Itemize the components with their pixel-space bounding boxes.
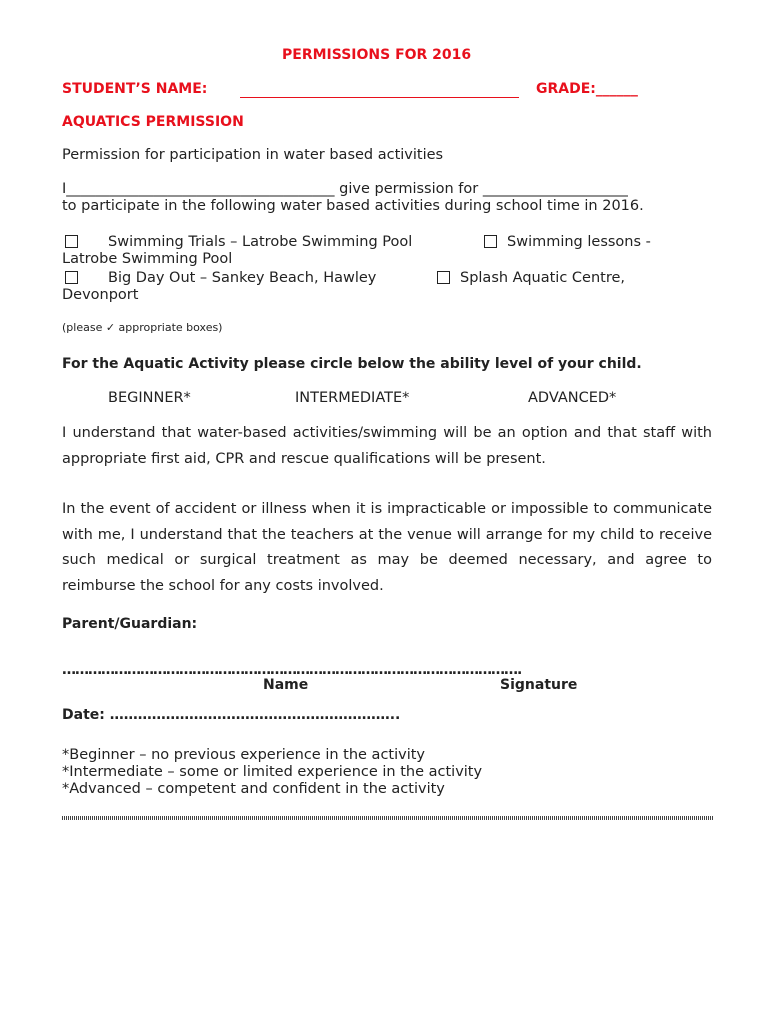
child-name-blank[interactable]: ____________________ [482, 181, 628, 197]
parent-guardian-label: Parent/Guardian: [62, 616, 198, 632]
big-day-out-label: Big Day Out – Sankey Beach, Hawley [108, 270, 377, 286]
swimming-trials-checkbox[interactable] [65, 235, 78, 248]
tick-note: (please ✓ appropriate boxes) [62, 321, 223, 334]
date-field[interactable]: Date: …………………………………………………….. [62, 707, 401, 723]
splash-aquatic-label: Splash Aquatic Centre, [460, 270, 626, 286]
emergency-paragraph: In the event of accident or illness when it is impracticable or impossible to communicate with me, I understand that the teachers at the venue will arrange for my child to receive such medical or surgical treatment as may be deemed necessary, and agree to reimburse the school for any costs involved. [62, 501, 712, 594]
name-caption: Name [263, 677, 309, 693]
student-name-field[interactable] [240, 97, 519, 98]
swimming-lessons-label: Swimming lessons - [507, 234, 651, 250]
cut-line-divider [62, 816, 714, 820]
aquatics-heading: AQUATICS PERMISSION [62, 114, 244, 130]
signature-caption: Signature [500, 677, 578, 693]
ability-instruction: For the Aquatic Activity please circle below the ability level of your child. [62, 356, 642, 372]
permission-line-1 [62, 181, 628, 197]
level-intermediate[interactable]: INTERMEDIATE* [295, 390, 410, 406]
level-beginner[interactable]: BEGINNER* [108, 390, 191, 406]
permission-middle: give permission for [339, 181, 479, 197]
footnote-advanced: *Advanced – competent and confident in the activity [62, 781, 445, 797]
footnote-beginner: *Beginner – no previous experience in the activity [62, 747, 426, 763]
understanding-paragraph: I understand that water-based activities/swimming will be an option and that staff with appropriate first aid, CPR and rescue qualifications will be present. [62, 425, 712, 467]
level-advanced[interactable]: ADVANCED* [528, 390, 617, 406]
splash-aquatic-checkbox[interactable] [437, 271, 450, 284]
swimming-trials-label: Swimming Trials – Latrobe Swimming Pool [108, 234, 413, 250]
grade-label: GRADE:______ [536, 81, 638, 97]
swimming-lessons-location: Latrobe Swimming Pool [62, 251, 233, 267]
big-day-out-checkbox[interactable] [65, 271, 78, 284]
form-title: PERMISSIONS FOR 2016 [282, 47, 472, 63]
swimming-lessons-checkbox[interactable] [484, 235, 497, 248]
parent-name-blank[interactable]: _____________________________________ [66, 181, 335, 197]
permission-line-2: to participate in the following water based activities during school time in 2016. [62, 198, 644, 214]
splash-aquatic-location: Devonport [62, 287, 139, 303]
name-signature-line[interactable]: ……………………………………………………………………………………………. [62, 662, 522, 678]
aquatics-subheading: Permission for participation in water based activities [62, 147, 444, 163]
permission-prefix: I [62, 181, 67, 197]
footnote-intermediate: *Intermediate – some or limited experience in the activity [62, 764, 483, 780]
student-name-label: STUDENT’S NAME: [62, 81, 208, 97]
